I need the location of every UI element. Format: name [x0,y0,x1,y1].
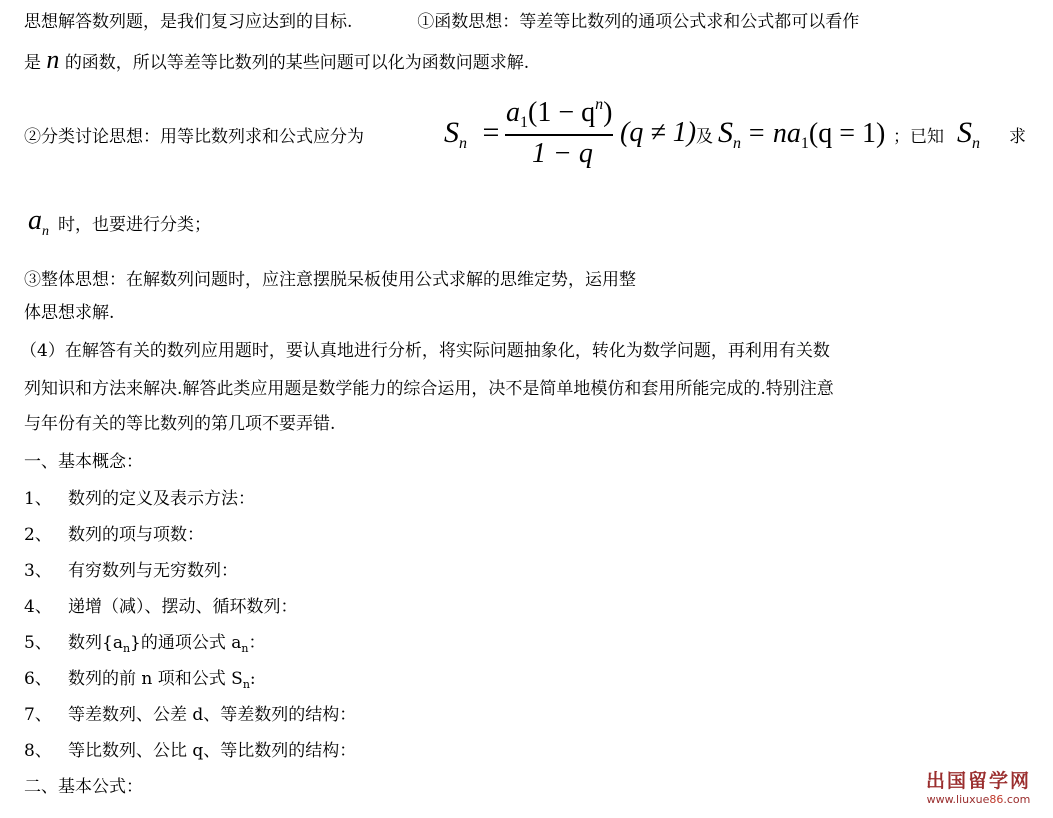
subscript-n: n [241,642,249,655]
application-line-2 [24,379,834,399]
list-item-text: 等比数列、公比 q、等比数列的结构： [68,741,357,761]
num-a: a [506,97,520,128]
application-line-1 [20,341,830,361]
subscript-n: n [122,642,131,655]
intro-text: 思想解答数列题，是我们复习应达到的目标. [24,12,353,32]
fraction-bar [505,134,613,136]
watermark-title: 出国留学网 [925,770,1031,792]
watermark-url-a: www.liuxue [926,793,990,806]
paragraph-line-1 [24,12,859,32]
list-item-number: 8、 [24,741,52,761]
holistic-thought-line-2 [24,303,114,323]
num-a-sub: 1 [520,114,528,131]
list-item-text: : [249,669,256,689]
list-item-text: 数列的项与项数： [68,525,204,545]
application-text-1: （4）在解答有关的数列应用题时，要认真地进行分析，将实际问题抽象化，转化为数学问题，再利用有关数 [20,341,830,361]
sum2-sub: 1 [800,135,809,152]
section-basic-formulas-title [24,777,143,797]
condition-q-not-1 [620,117,696,149]
and-word [696,127,713,147]
known-word [893,127,944,147]
application-text-3: 与年份有关的等比数列的第几项不要弄错. [24,414,336,434]
holistic-thought-line [24,270,636,290]
math-variable-n: n [46,45,60,74]
section2-title-text: 二、基本公式： [24,777,143,797]
fraction-denominator [532,138,593,170]
list-item-number: 3、 [24,561,52,581]
application-line-3 [24,414,335,434]
site-watermark [926,766,1031,806]
sum-s-n-known [957,116,980,153]
a-letter: a [28,205,42,236]
fraction-numerator [506,96,612,132]
list-item [24,525,204,545]
cond2-text: (q = 1) [808,118,886,149]
application-text-2: 列知识和方法来解决.解答此类应用题是数学能力的综合运用，决不是简单地模仿和套用所能完成的.特别注意 [24,379,834,399]
list-item-number: 1、 [24,489,52,509]
list-item-text: 数列的前 n 项和公式 S [68,669,243,689]
sum-n: n [459,135,467,152]
classification-text: ②分类讨论思想：用等比数列求和公式应分为 [24,127,364,147]
find-word [1009,127,1026,147]
sum2-n: n [733,135,741,152]
list-item-text: 等差数列、公差 d、等差数列的结构： [68,705,357,725]
holistic-text-2: 体思想求解. [24,303,115,323]
num-sup: n [595,96,604,113]
list-item-number: 6、 [24,669,52,689]
classification-thought-line [24,127,364,147]
text-fragment: 的函数，所以等差等比数列的某些问题可以化为函数问题求解. [64,53,530,73]
paragraph-line-2 [24,45,530,74]
list-item-number: 7、 [24,705,52,725]
holistic-text: ③整体思想：在解数列问题时，应注意摆脱呆板使用公式求解的思维定势，运用整 [24,270,636,290]
denominator-text: 1 − q [532,138,593,169]
second-sum-formula [718,116,885,153]
list-item [24,669,256,695]
list-item-number: 5、 [24,633,52,653]
list-item [24,633,266,659]
list-item [24,489,255,509]
sum-S: S [444,116,459,149]
text-fragment: 是 [24,53,41,73]
list-item-text: 有穷数列与无穷数列： [68,561,238,581]
num-rest: (1 − q [528,97,596,128]
known-text: ；已知 [893,127,944,147]
cond1-text: (q ≠ 1) [620,117,697,148]
sum3-n: n [972,135,980,152]
a-sub-n: n [42,224,49,239]
watermark-url-b: .com [1003,793,1031,806]
list-item-text: 数列的定义及表示方法： [68,489,255,509]
list-item [24,705,356,725]
equals-sign: = [482,116,500,149]
subscript-n: n [242,678,250,691]
list-item-number: 2、 [24,525,52,545]
list-item-text: 数列{a [68,633,123,653]
a-n-symbol [28,205,49,240]
sum-symbol [444,116,499,153]
sum2-rest: = na [747,118,801,149]
watermark-url [926,793,1031,806]
list-item-text: ： [248,633,266,653]
find-text: 求 [1009,127,1026,147]
also-classify-text: 时，也要进行分类； [58,215,211,235]
function-thought-text: ①函数思想：等差等比数列的通项公式求和公式都可以看作 [417,12,860,32]
list-item-text: 递增（减）、摆动、循环数列： [68,597,298,617]
sum2-S: S [718,116,733,149]
list-item-number: 4、 [24,597,52,617]
and-text: 及 [696,127,713,147]
num-close: ) [603,97,613,128]
sum3-S: S [957,116,972,149]
list-item [24,597,298,617]
section1-title-text: 一、基本概念： [24,452,143,472]
section-basic-concepts-title [24,452,143,472]
also-classify-line [58,215,211,235]
watermark-url-num: 86 [989,793,1004,806]
list-item [24,561,238,581]
list-item-text: }的通项公式 a [130,633,242,653]
list-item [24,741,356,761]
